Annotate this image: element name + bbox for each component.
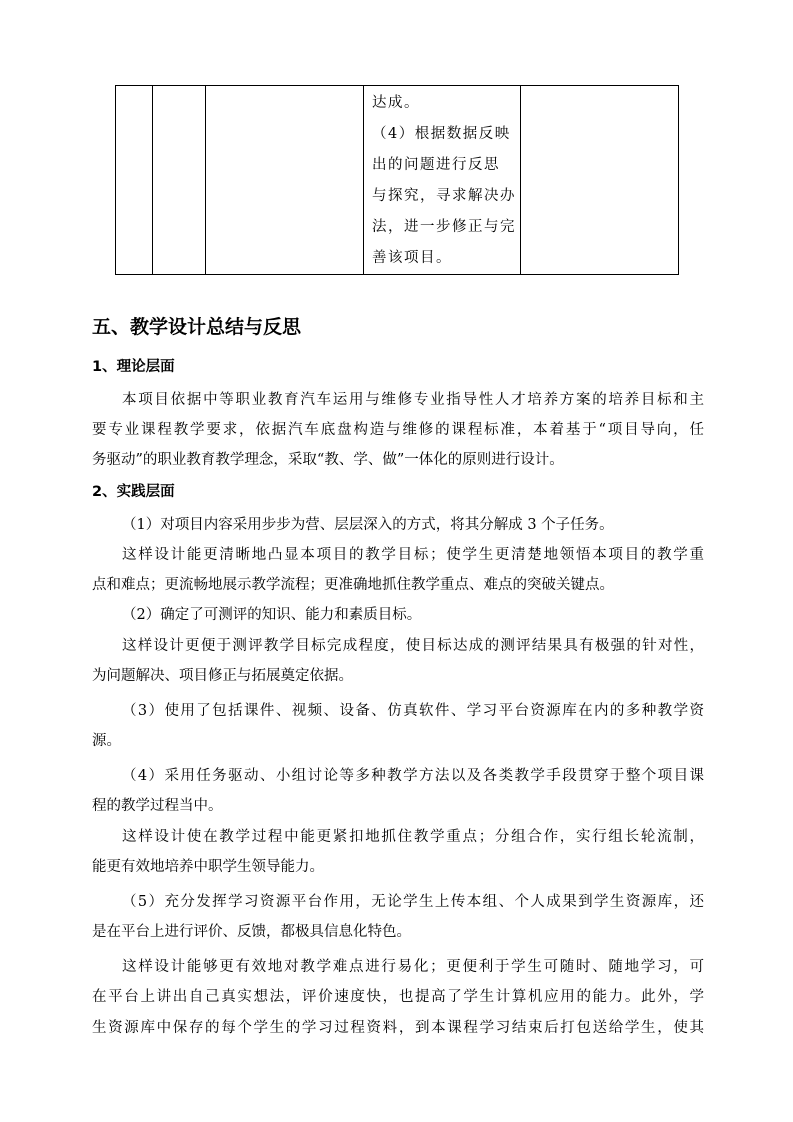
paragraph-line: （5）充分发挥学习资源平台作用，无论学生上传本组、个人成果到学生资源库，还: [122, 894, 704, 910]
lesson-table-fragment: [115, 85, 679, 275]
paragraph-line: 这样设计更便于测评教学目标完成程度，使目标达成的测评结果具有极强的针对性，: [122, 638, 704, 654]
cell-text-line: 出的问题进行反思: [372, 157, 500, 173]
paragraph-line: （1）对项目内容采用步步为营、层层深入的方式，将其分解成 3 个子任务。: [122, 517, 614, 533]
cell-text-line: 法，进一步修正与完: [372, 219, 516, 235]
table-cell: [521, 86, 679, 275]
paragraph-line: 为问题解决、项目修正与拓展奠定依据。: [92, 668, 353, 684]
paragraph-line: 是在平台上进行评价、反馈，都极具信息化特色。: [92, 924, 411, 940]
paragraph-line: 点和难点；更流畅地展示教学流程；更准确地抓住教学重点、难点的突破关键点。: [92, 577, 614, 593]
paragraph-line: 这样设计使在教学过程中能更紧扣地抓住教学重点；分组合作，实行组长轮流制，: [122, 829, 704, 845]
table-cell: [153, 86, 206, 275]
table-row: [116, 86, 679, 275]
paragraph-line: 在平台上讲出自己真实想法，评价速度快，也提高了学生计算机应用的能力。此外，学: [92, 989, 704, 1005]
paragraph-line: （3）使用了包括课件、视频、设备、仿真软件、学习平台资源库在内的多种教学资: [122, 703, 704, 719]
cell-text-line: （4）根据数据反映: [372, 126, 511, 142]
cell-text-line: 善该项目。: [372, 250, 452, 266]
subsection-title-theory: 1、理论层面: [92, 359, 175, 375]
cell-text-line: 与探究，寻求解决办: [372, 188, 516, 204]
paragraph-line: 生资源库中保存的每个学生的学习过程资料，到本课程学习结束后打包送给学生，使其: [92, 1020, 704, 1036]
paragraph-line: 能更有效地培养中职学生领导能力。: [92, 859, 324, 875]
paragraph-line: 要专业课程教学要求，依据汽车底盘构造与维修的课程标准，本着基于“项目导向，任: [92, 422, 704, 438]
table-cell: [206, 86, 364, 275]
paragraph-line: 这样设计能更清晰地凸显本项目的教学目标；使学生更清楚地领悟本项目的教学重: [122, 547, 704, 563]
cell-text-line: 达成。: [372, 95, 420, 111]
paragraph-line: 这样设计能够更有效地对教学难点进行易化；更便利于学生可随时、随地学习，可: [122, 959, 704, 975]
table-cell-steps: [364, 86, 521, 275]
paragraph-line: 程的教学过程当中。: [92, 798, 223, 814]
paragraph-line: 务驱动”的职业教育教学理念，采取“教、学、做”一体化的原则进行设计。: [92, 452, 564, 468]
paragraph-line: 本项目依据中等职业教育汽车运用与维修专业指导性人才培养方案的培养目标和主: [122, 392, 704, 408]
paragraph-line: （2）确定了可测评的知识、能力和素质目标。: [122, 607, 422, 623]
table-cell: [116, 86, 153, 275]
paragraph-line: （4）采用任务驱动、小组讨论等多种教学方法以及各类教学手段贯穿于整个项目课: [122, 768, 704, 784]
paragraph-line: 源。: [92, 733, 121, 749]
section-title: 五、教学设计总结与反思: [92, 316, 302, 338]
subsection-title-practice: 2、实践层面: [92, 484, 175, 500]
